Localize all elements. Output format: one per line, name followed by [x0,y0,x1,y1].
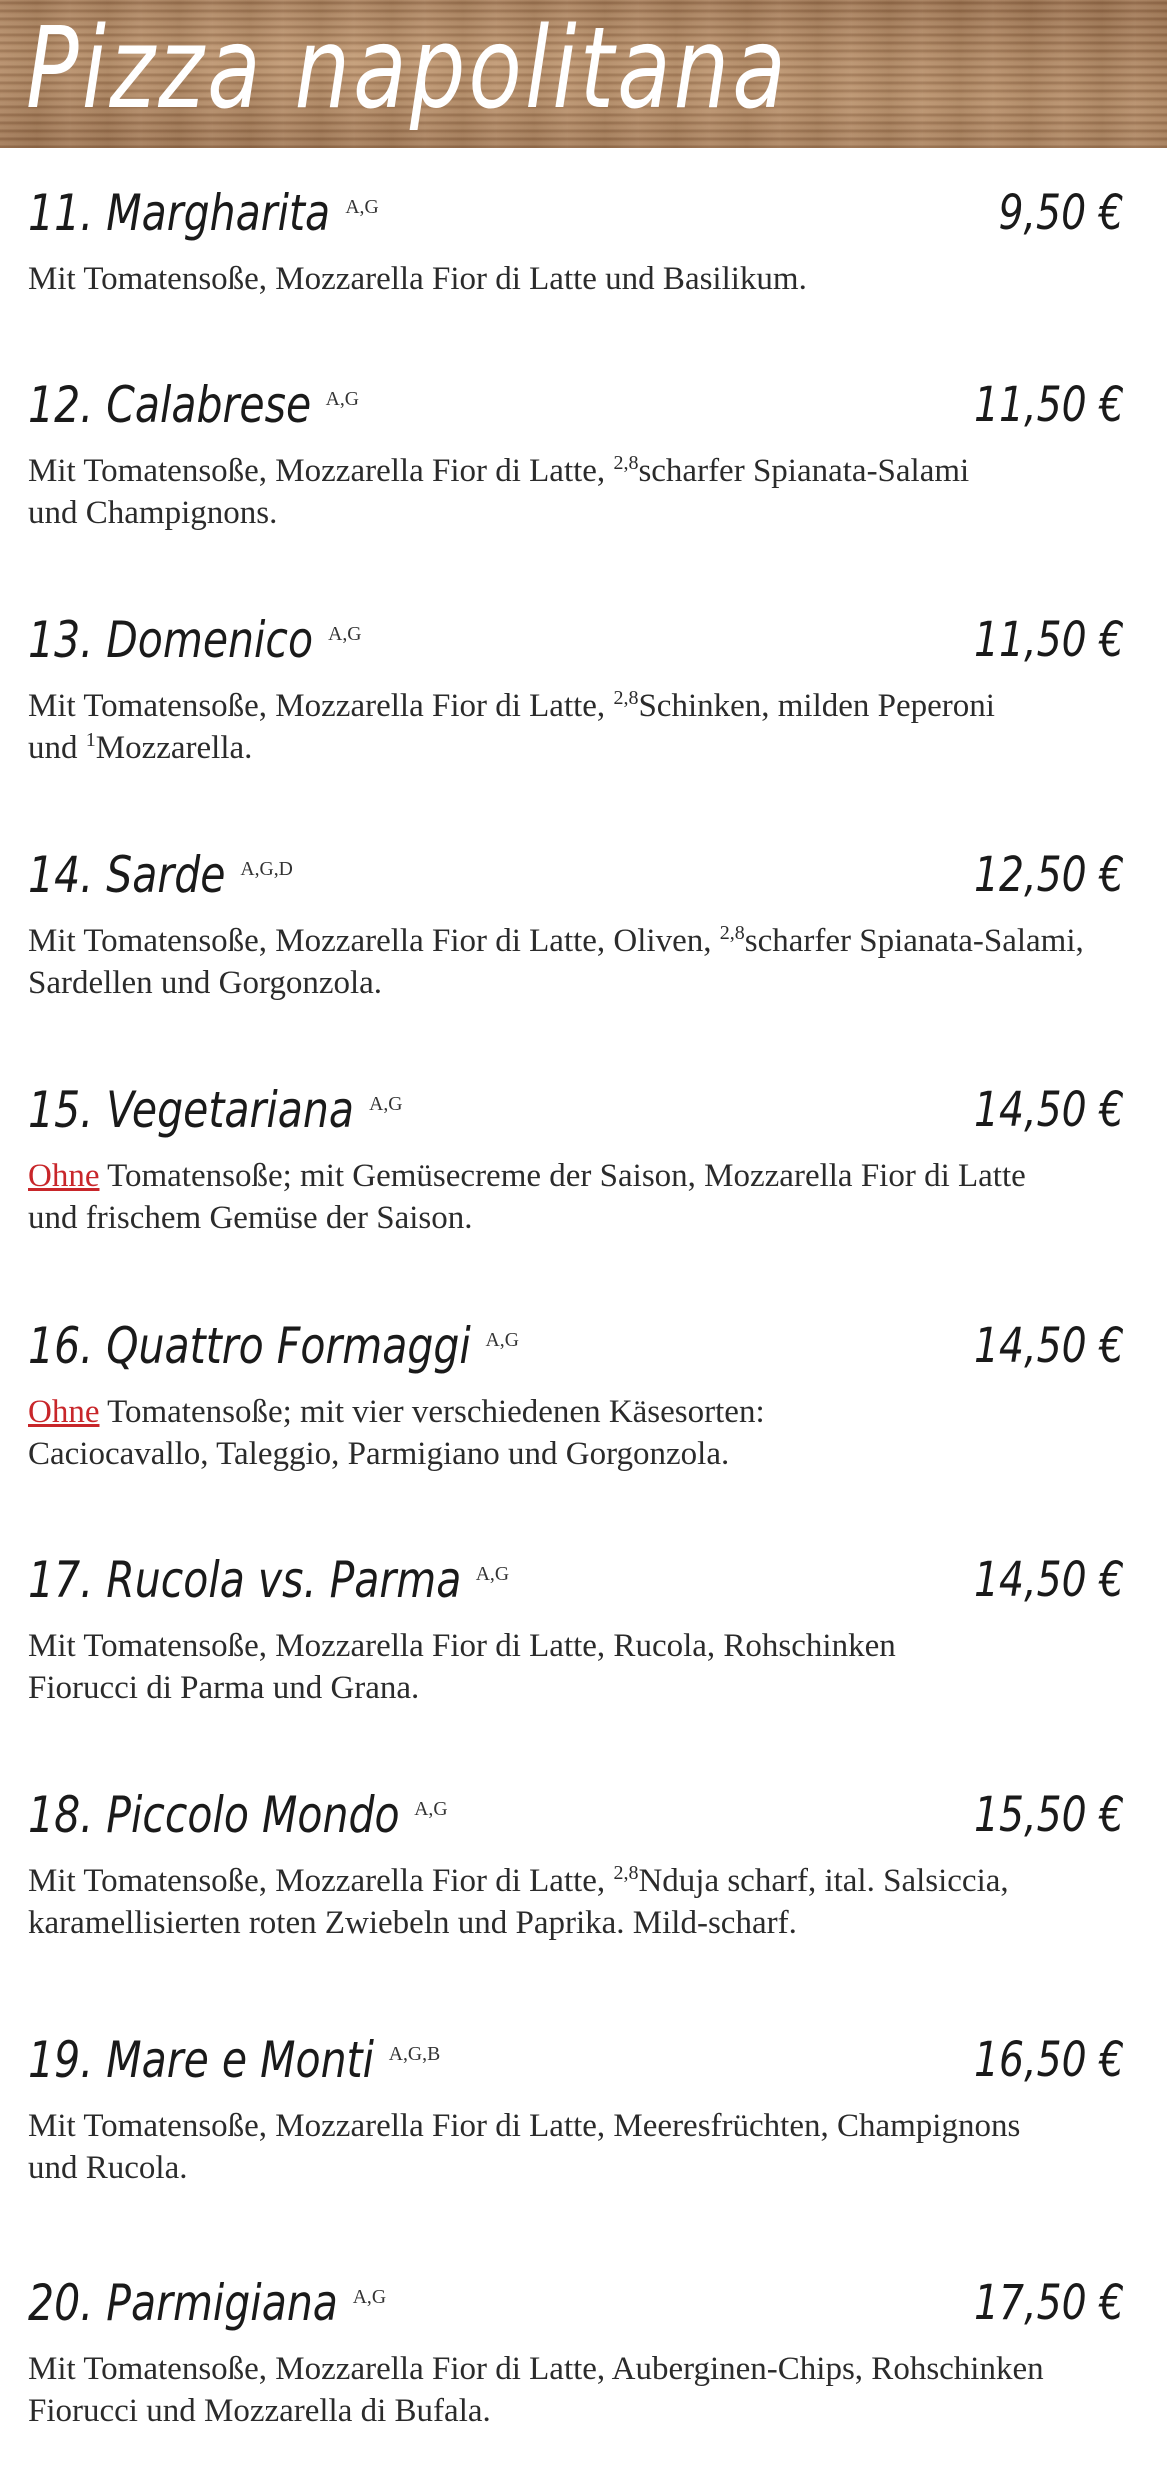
menu-item-name [28,605,362,675]
menu-item-description [28,1155,1148,1239]
menu-item [28,178,1148,300]
allergen-codes: A,G [414,1798,448,1820]
allergen-codes: A,G,D [240,858,293,880]
menu-item-header [28,1075,1148,1145]
description-text: Mit Tomatensoße, Mozzarella Fior di Latte, Oliven, [28,923,720,959]
header-banner [0,0,1167,148]
menu-item-header [28,178,1148,248]
menu-item-price: 9,50 € [998,185,1124,241]
menu-item-name [28,1311,519,1381]
menu-item-name [28,2025,441,2095]
description-text: Tomatensoße; mit Gemüsecreme der Saison, Mozzarella Fior di Latte [99,1158,1026,1194]
menu-item-description [28,450,1148,534]
description-text: Fiorucci und Mozzarella di Bufala. [28,2393,491,2429]
additive-footnote: 2,8 [719,922,745,944]
menu-item-name [28,1780,448,1850]
ohne-highlight: Ohne [28,1394,100,1430]
allergen-codes: A,G [368,1093,403,1115]
menu-item-description [28,1860,1148,1944]
menu-item-price: 15,50 € [973,1787,1124,1843]
menu-item [28,840,1148,1004]
description-text: Mit Tomatensoße, Mozzarella Fior di Latte, Auberginen-Chips, Rohschinken [28,2351,1044,2387]
menu-item-name-text: 11. Margharita [28,184,331,242]
description-text: Schinken, milden Peperoni [638,688,995,724]
allergen-codes: A,G [325,388,360,410]
description-text: karamellisierten roten Zwiebeln und Paprika. Mild-scharf. [28,1905,797,1941]
menu-item-header [28,1780,1148,1850]
additive-footnote: 2,8 [613,1862,639,1884]
additive-footnote: 2,8 [613,687,639,709]
menu-item-description [28,1625,1148,1709]
menu-item-header [28,1311,1148,1381]
additive-footnote: 2,8 [613,452,639,474]
menu-item-price: 11,50 € [973,612,1124,668]
menu-item-name-text: 18. Piccolo Mondo [28,1786,400,1844]
menu-item-price: 14,50 € [973,1082,1124,1138]
additive-footnote: 1 [85,729,96,751]
menu-item [28,2268,1148,2432]
menu-item [28,1075,1148,1239]
allergen-codes: A,G,B [388,2043,441,2065]
menu-item-price: 16,50 € [973,2032,1124,2088]
menu-item-name [28,1545,510,1615]
description-text: Mozzarella. [95,730,253,766]
menu-item-description [28,685,1148,769]
menu-section-title: Pizza napolitana [26,4,789,134]
menu-item-name-text: 17. Rucola vs. Parma [28,1551,462,1609]
menu-item-header [28,2268,1148,2338]
menu-item-header [28,2025,1148,2095]
description-text: Sardellen und Gorgonzola. [28,965,383,1001]
menu-item-name-text: 14. Sarde [28,846,226,904]
description-text: Mit Tomatensoße, Mozzarella Fior di Latte, [28,688,614,724]
menu-item-name-text: 12. Calabrese [28,376,312,434]
description-text: und [28,730,86,766]
menu-item-description [28,258,1148,300]
menu-item-name [28,178,379,248]
menu-item [28,1780,1148,1944]
allergen-codes: A,G [327,623,362,645]
menu-item-name [28,370,360,440]
menu-item [28,605,1148,769]
description-text: Nduja scharf, ital. Salsiccia, [638,1863,1009,1899]
menu-item-header [28,840,1148,910]
description-text: Mit Tomatensoße, Mozzarella Fior di Latte, Rucola, Rohschinken [28,1628,896,1664]
menu-item-header [28,1545,1148,1615]
description-text: scharfer Spianata-Salami [638,453,970,489]
menu-item-name [28,840,293,910]
menu-item-name [28,1075,403,1145]
description-text: Mit Tomatensoße, Mozzarella Fior di Latte, Meeresfrüchten, Champignons [28,2108,1021,2144]
description-text: Mit Tomatensoße, Mozzarella Fior di Latte, [28,453,614,489]
menu-item-name-text: 20. Parmigiana [28,2274,338,2332]
description-text: Mit Tomatensoße, Mozzarella Fior di Latte, [28,1863,614,1899]
menu-item-price: 17,50 € [973,2275,1124,2331]
menu-item-name-text: 13. Domenico [28,611,314,669]
description-text: und Rucola. [28,2150,188,2186]
menu-item-name-text: 16. Quattro Formaggi [28,1317,471,1375]
menu-item-name-text: 15. Vegetariana [28,1081,355,1139]
menu-item [28,370,1148,534]
menu-item-description [28,1391,1148,1475]
description-text: Caciocavallo, Taleggio, Parmigiano und Gorgonzola. [28,1436,730,1472]
menu-item-description [28,2105,1148,2189]
description-text: Fiorucci di Parma und Grana. [28,1670,420,1706]
menu-item-price: 12,50 € [973,847,1124,903]
menu-item-price: 11,50 € [973,377,1124,433]
allergen-codes: A,G [476,1563,510,1585]
menu-item-name [28,2268,387,2338]
menu-item-header [28,605,1148,675]
menu-item-price: 14,50 € [973,1318,1124,1374]
menu-item [28,2025,1148,2189]
menu-item [28,1545,1148,1709]
menu-item-header [28,370,1148,440]
description-text: Mit Tomatensoße, Mozzarella Fior di Latte und Basilikum. [28,261,807,297]
menu-item-description [28,920,1148,1004]
menu-item-price: 14,50 € [973,1552,1124,1608]
description-text: und frischem Gemüse der Saison. [28,1200,473,1236]
menu-item [28,1311,1148,1475]
allergen-codes: A,G [344,196,379,218]
menu-item-name-text: 19. Mare e Monti [28,2031,375,2089]
allergen-codes: A,G [352,2286,387,2308]
menu-item-description [28,2348,1148,2432]
description-text: und Champignons. [28,495,278,531]
description-text: scharfer Spianata-Salami, [744,923,1084,959]
description-text: Tomatensoße; mit vier verschiedenen Käsesorten: [99,1394,765,1430]
allergen-codes: A,G [485,1329,519,1351]
ohne-highlight: Ohne [28,1158,100,1194]
